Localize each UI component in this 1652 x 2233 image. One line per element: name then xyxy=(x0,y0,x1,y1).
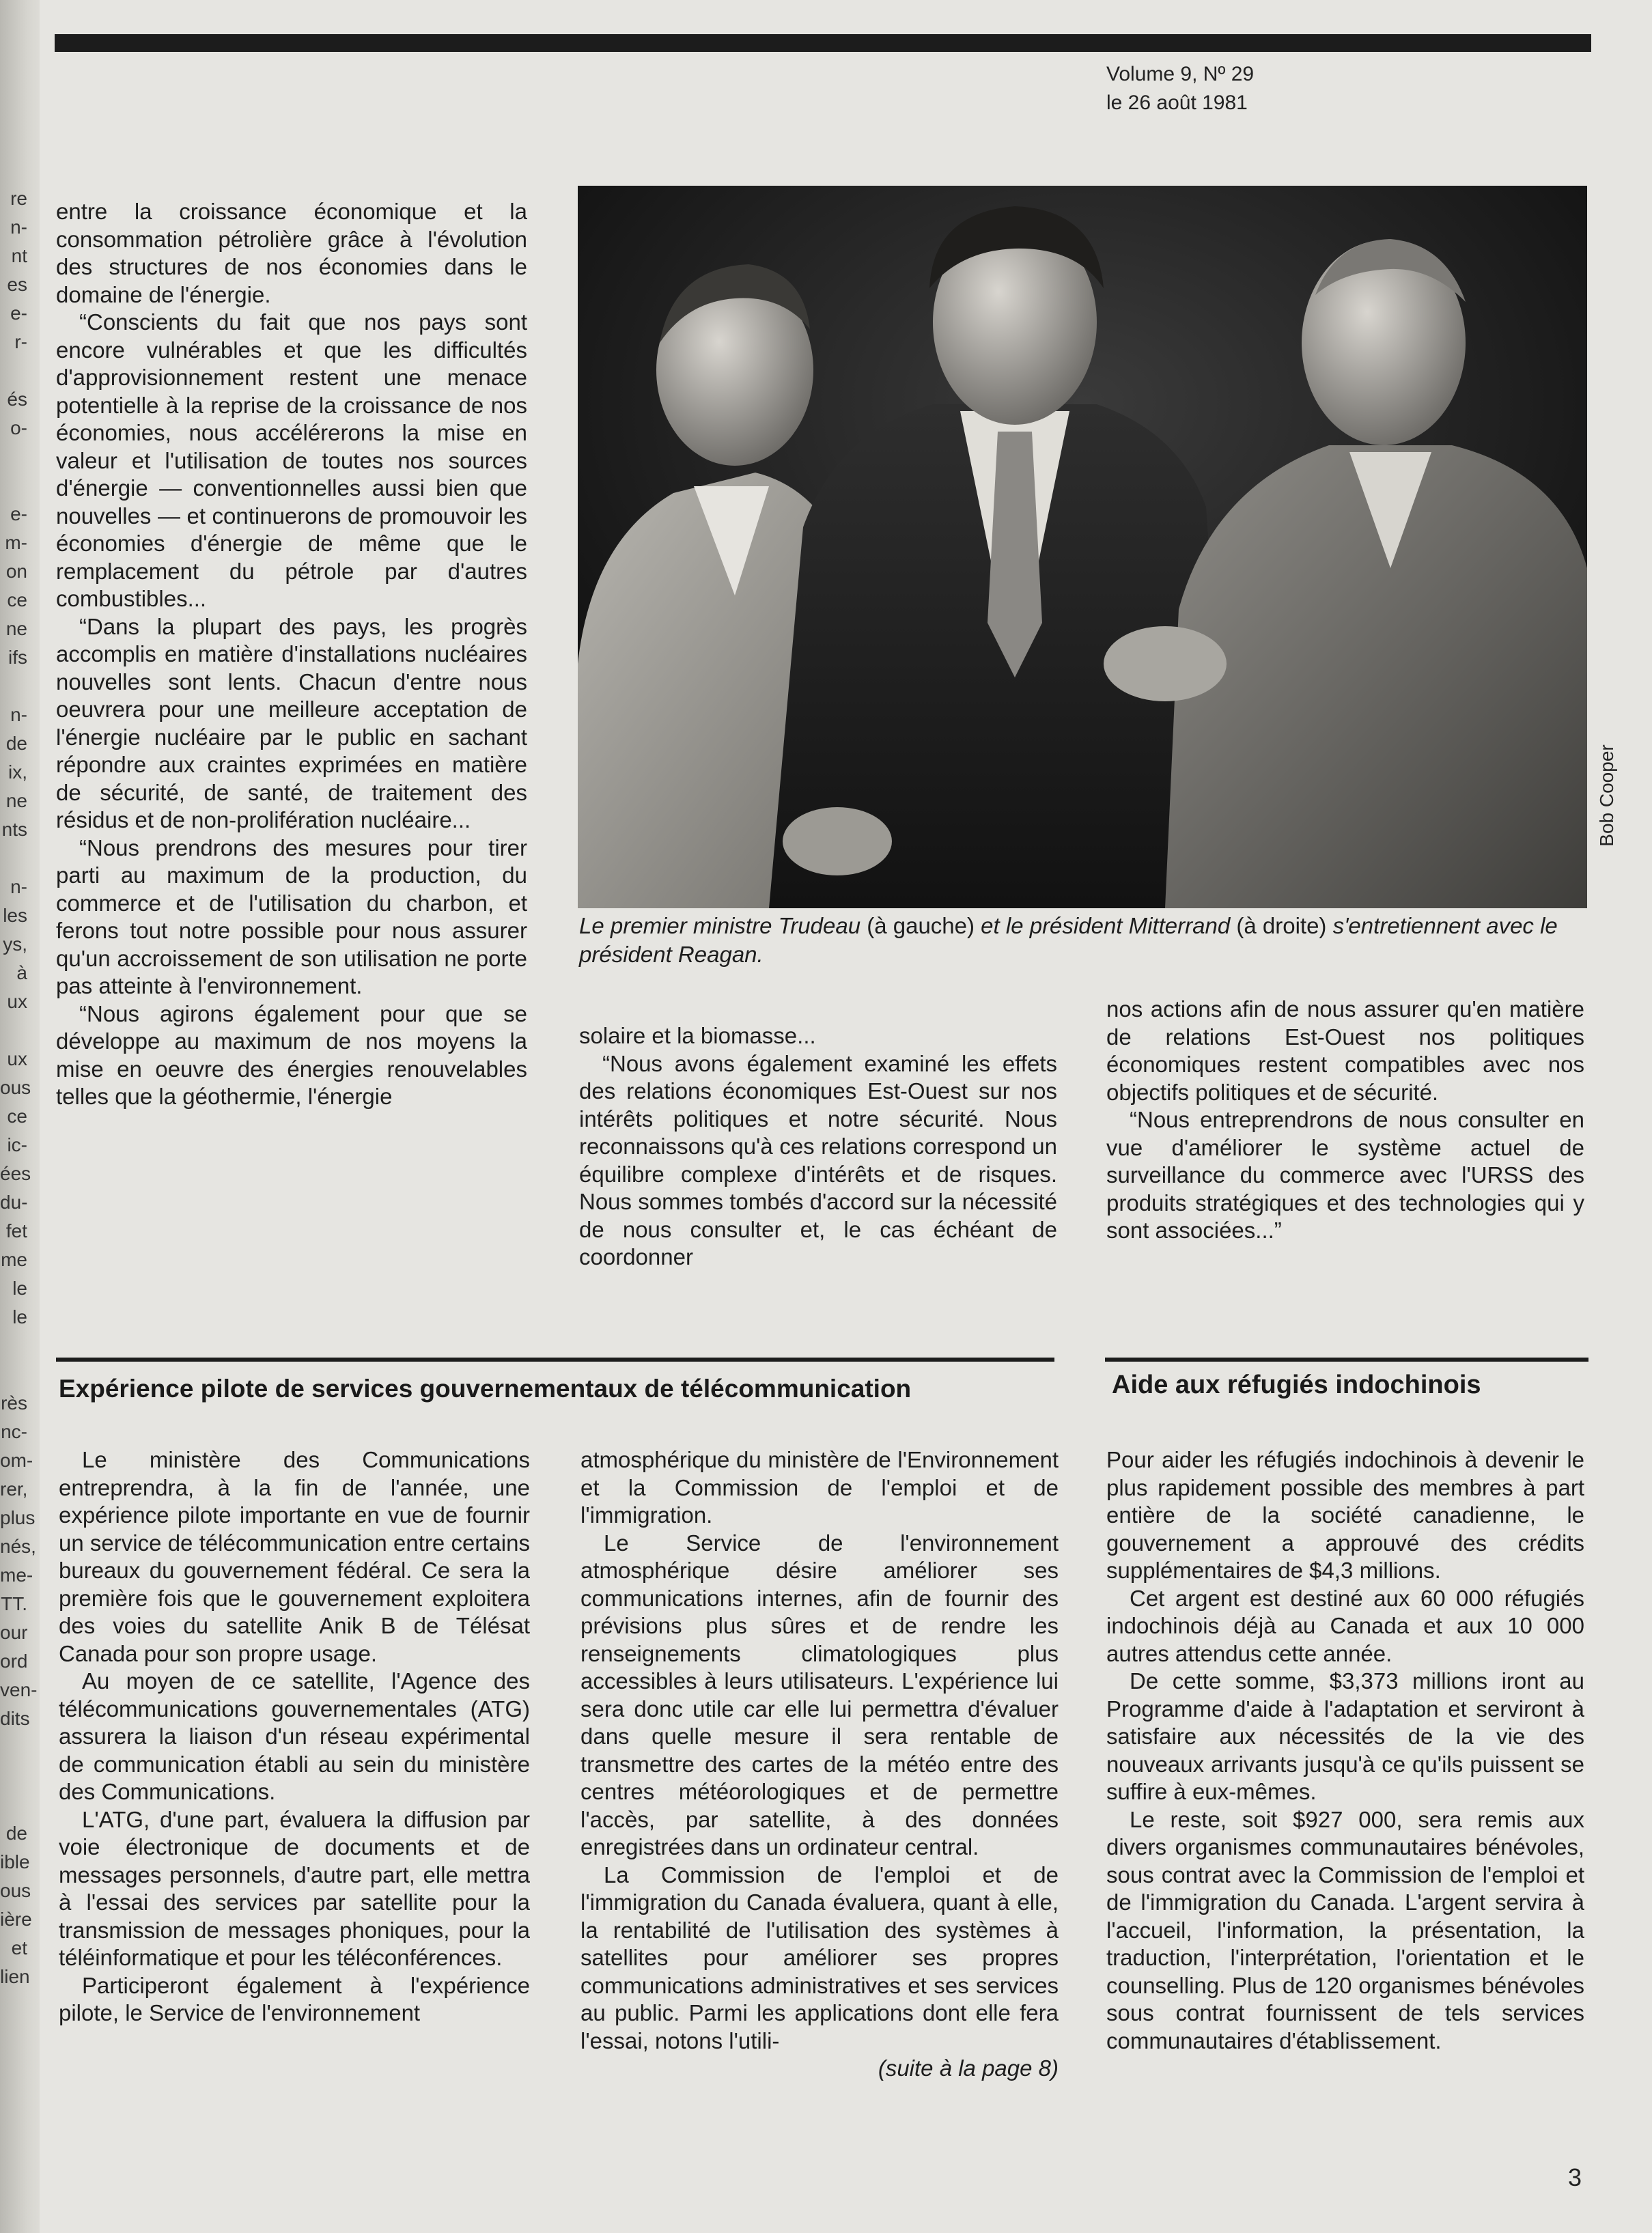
gutter-fragment: r- xyxy=(14,331,27,352)
gutter-fragment: és xyxy=(7,389,27,410)
gutter-fragment: me- xyxy=(0,1564,33,1586)
gutter-fragment xyxy=(0,443,27,471)
paragraph: “Nous avons également examiné les effets des relations économiques Est-Ouest sur nos intérêts politiques et notre sécurité. Nous reconnaissons qu'à ces relations correspond un équilibre complexe d'intérêts et de risques. Nous sommes tombés d'accord sur la nécessité de nous consulter et, le cas échéant de coordonner xyxy=(579,1050,1057,1269)
gutter-fragment xyxy=(0,471,27,500)
gutter-fragment: du- xyxy=(0,1192,28,1213)
gutter-fragment: e- xyxy=(10,503,27,524)
paragraph: Pour aider les réfugiés indochinois à devenir le plus rapidement possible des membres à part entière de la société canadienne, le gouvernement a approuvé des crédits supplémentaires de $4,3 millions. xyxy=(1106,1447,1584,1583)
paragraph: Participeront également à l'expérience pilote, le Service de l'environnement xyxy=(59,1972,530,2025)
paragraph: “Dans la plupart des pays, les progrès accomplis en matière d'installations nucléaires nouvelles sont lents. Chacun d'entre nous oeuvrera pour une meilleure acceptation de l'énergie nucléaire par le public en sachant répondre aux craintes exprimées en matière de sécurité, de santé, de traitement des résidus et de non-prolifération nucléaire... xyxy=(56,613,527,832)
paragraph: La Commission de l'emploi et de l'immigration du Canada évaluera, quant à elle, la rentabilité de l'utilisation des systèmes à satellites pour améliorer ses propres communications administratives et ses services au public. Parmi les applications dont elle fera l'essai, notons l'utili- xyxy=(580,1862,1059,2053)
gutter-fragment xyxy=(0,1016,27,1045)
gutter-fragment: nts xyxy=(1,819,27,840)
gutter-fragment: rès xyxy=(1,1392,27,1414)
paragraph: “Nous agirons également pour que se développe au maximum de nos moyens la mise en oeuvre des énergies renouvelables telles que la géothermie, l'énergie xyxy=(56,1000,527,1109)
header-rule xyxy=(55,34,1591,52)
gutter-fragment: ux xyxy=(7,1048,27,1069)
gutter-fragment: n- xyxy=(10,216,27,238)
photo-credit: Bob Cooper xyxy=(1596,744,1617,847)
gutter-fragment: e- xyxy=(10,303,27,324)
paragraph: “Nous entreprendrons de nous consulter en vue d'améliorer le système actuel de surveillance du commerce avec l'URSS des produits stratégiques et des technologies qui y sont associées...” xyxy=(1106,1107,1584,1243)
gutter-fragment: à xyxy=(16,962,27,983)
gutter-fragment: de xyxy=(5,733,27,754)
column-3-top xyxy=(1106,996,1584,1245)
refugies-column xyxy=(1106,1446,1584,2055)
gutter-fragment: rer, xyxy=(0,1478,28,1500)
gutter-fragment: ic- xyxy=(7,1134,27,1155)
gutter-fragment xyxy=(0,1733,27,1762)
gutter-fragment: ées xyxy=(0,1163,31,1184)
gutter-fragment: les xyxy=(3,905,27,926)
paragraph: atmosphérique du ministère de l'Environnement et la Commission de l'emploi et de l'immigration. xyxy=(580,1447,1059,1528)
gutter-fragment: ce xyxy=(7,589,27,610)
gutter-fragment: ven- xyxy=(0,1679,38,1700)
gutter-fragment: me xyxy=(1,1249,27,1270)
gutter-fragment: re xyxy=(10,188,27,209)
paragraph: solaire et la biomasse... xyxy=(579,1023,816,1048)
paragraph: “Conscients du fait que nos pays sont encore vulnérables et que les difficultés d'approvisionnement restent une menace potentielle à la reprise de la croissance de nos économies, nous accélérerons la mise en valeur et l'utilisation de toutes nos sources d'énergie — conventionnelles aussi bien que nouvelles — et continuerons de promouvoir les économies d'énergie de même que le remplacement du pétrole par d'autres combustibles... xyxy=(56,309,527,611)
photo-illustration xyxy=(578,186,1587,908)
facing-page-text-fragments xyxy=(0,184,38,1991)
gutter-fragment: dits xyxy=(0,1708,30,1729)
gutter-fragment: et xyxy=(11,1937,27,1958)
gutter-fragment: es xyxy=(7,274,27,295)
gutter-fragment: ous xyxy=(0,1077,31,1098)
gutter-fragment: ix, xyxy=(8,761,27,783)
gutter-fragment xyxy=(0,1332,27,1360)
gutter-fragment: lien xyxy=(0,1966,30,1987)
gutter-fragment: ce xyxy=(7,1106,27,1127)
gutter-fragment: le xyxy=(12,1306,27,1328)
issue-date: le 26 août 1981 xyxy=(1106,92,1248,114)
telecom-column-1 xyxy=(59,1446,530,2027)
gutter-fragment xyxy=(0,844,27,873)
column-2-top xyxy=(579,1022,1057,1272)
gutter-fragment: m- xyxy=(5,532,27,553)
gutter-fragment: om- xyxy=(0,1450,33,1471)
masthead xyxy=(1106,60,1254,117)
gutter-fragment: our xyxy=(0,1622,28,1643)
headline-refugies: Aide aux réfugiés indochinois xyxy=(1112,1371,1481,1399)
gutter-fragment: on xyxy=(5,561,27,582)
column-1-top xyxy=(56,198,527,1111)
gutter-fragment: o- xyxy=(10,417,27,438)
summit-photo xyxy=(578,186,1587,908)
paragraph: Le reste, soit $927 000, sera remis aux divers organismes communautaires bénévoles, sous contrat avec la Commission de l'emploi et de l'immigration du Canada. L'argent servira à l'accueil, l'information, la présentation, la traduction, l'interprétation, l'orientation et le counselling. Plus de 120 organismes bénévoles sous contrat fournissent de tels services communautaires d'établissement. xyxy=(1106,1806,1584,2053)
paragraph: Le ministère des Communications entreprendra, à la fin de l'année, une expérience pilote importante en vue de fournir un service de télécommunication entre certains bureaux du gouvernement fédéral. Ce sera la première fois que le gouvernement exploitera des voies du satellite Anik B de Télésat Canada pour son propre usage. xyxy=(59,1447,530,1666)
gutter-fragment: ys, xyxy=(3,933,27,955)
telecom-column-2 xyxy=(580,1446,1059,2083)
paragraph: Cet argent est destiné aux 60 000 réfugiés indochinois déjà au Canada et aux 10 000 autres attendus cette année. xyxy=(1106,1585,1584,1666)
gutter-fragment: plus xyxy=(0,1507,36,1528)
gutter-fragment xyxy=(0,1762,27,1790)
headline-telecom: Expérience pilote de services gouvernementaux de télécommunication xyxy=(59,1375,912,1403)
gutter-fragment xyxy=(0,356,27,385)
section-rule-telecom xyxy=(56,1358,1054,1362)
facing-page-gutter xyxy=(0,0,40,2233)
section-rule-refugies xyxy=(1105,1358,1588,1362)
gutter-fragment xyxy=(0,672,27,701)
paragraph: nos actions afin de nous assurer qu'en matière de relations Est-Ouest nos politiques économiques restent compatibles avec nos objectifs politiques et de sécurité. xyxy=(1106,996,1584,1105)
gutter-fragment: ous xyxy=(0,1880,31,1901)
gutter-fragment: ne xyxy=(5,618,27,639)
paragraph: Au moyen de ce satellite, l'Agence des télécommunications gouvernementales (ATG) assurera la liaison d'un réseau expérimental de communication établi au sein du ministère des Communications. xyxy=(59,1668,530,1804)
gutter-fragment: nés, xyxy=(0,1536,36,1557)
gutter-fragment: le xyxy=(12,1278,27,1299)
gutter-fragment: ux xyxy=(7,991,27,1012)
gutter-fragment: fet xyxy=(5,1220,27,1241)
gutter-fragment: ord xyxy=(0,1651,28,1672)
volume-number: Volume 9, Nº 29 xyxy=(1106,63,1255,85)
paragraph: entre la croissance économique et la consommation pétrolière grâce à l'évolution des structures de nos économies dans le domaine de l'énergie. xyxy=(56,199,527,307)
gutter-fragment: ne xyxy=(5,790,27,811)
gutter-fragment: TT. xyxy=(1,1593,27,1614)
continued-notice: (suite à la page 8) xyxy=(878,2055,1059,2081)
gutter-fragment: ible xyxy=(0,1851,30,1872)
paragraph: “Nous prendrons des mesures pour tirer parti au maximum de la production, du commerce et de l'utilisation du charbon, et ferons tout notre possible pour nous assurer qu'un accroissement de son utilisation ne porte pas atteinte à l'environnement. xyxy=(56,834,527,998)
paragraph: Le Service de l'environnement atmosphérique désire améliorer ses communications internes, afin de fournir des prévisions plus sûres et de rendre les renseignements climatologiques plus accessibles à leurs utilisateurs. L'expérience lui sera donc utile car elle lui permettra d'évaluer dans quelle mesure il sera rentable de transmettre des cartes de la météo entre des centres météorologiques et de permettre l'accès, par satellite, à des données enregistrées dans un ordinateur central. xyxy=(580,1530,1059,1859)
gutter-fragment: nc- xyxy=(1,1421,27,1442)
paragraph: De cette somme, $3,373 millions iront au Programme d'aide à l'adaptation et serviront à satisfaire aux nécessités de la vie des nouveaux arrivants jusqu'à ce qu'ils puissent se suffire à eux-mêmes. xyxy=(1106,1668,1584,1804)
gutter-fragment: ifs xyxy=(8,647,27,668)
gutter-fragment xyxy=(0,1360,27,1389)
page-number: 3 xyxy=(1568,2163,1582,2191)
gutter-fragment: ière xyxy=(0,1909,32,1930)
photo-caption: Le premier ministre Trudeau (à gauche) et le président Mitterrand (à droite) s'entretiennent avec le président Reagan. xyxy=(579,913,1558,967)
gutter-fragment: nt xyxy=(11,245,27,266)
gutter-fragment xyxy=(0,1790,27,1819)
paragraph: L'ATG, d'une part, évaluera la diffusion par voie électronique de documents et de messages personnels, d'autre part, elle mettra à l'essai des services par satellite pour la transmission de messages phoniques, pour la téléinformatique et pour les téléconférences. xyxy=(59,1806,530,1970)
gutter-fragment: n- xyxy=(10,704,27,725)
gutter-fragment: n- xyxy=(10,876,27,897)
gutter-fragment: de xyxy=(5,1823,27,1844)
